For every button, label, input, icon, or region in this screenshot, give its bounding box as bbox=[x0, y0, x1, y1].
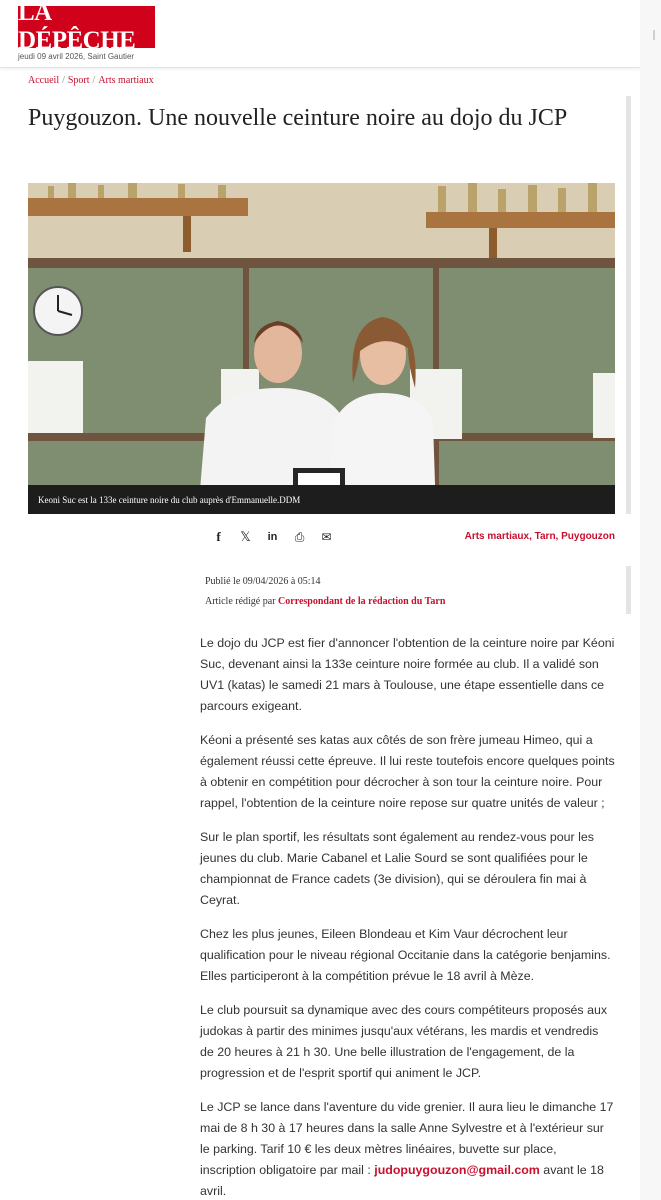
right-scroll-strip bbox=[640, 0, 661, 1200]
print-icon[interactable]: ⎙ bbox=[294, 529, 305, 544]
article-meta bbox=[205, 572, 445, 612]
breadcrumb-arts-martiaux[interactable]: Arts martiaux bbox=[98, 75, 154, 86]
paragraph: Kéoni a présenté ses katas aux côtés de son frère jumeau Himeo, qui a également réussi cette épreuve. Il lui reste toutefois encore quelques points à obtenir en compétition pour décrocher à son tour la ceinture noire. Pour rappel, l'obtention de la ceinture noire repose sur quatre unités de valeur ; bbox=[200, 733, 615, 810]
paragraph: Chez les plus jeunes, Eileen Blondeau et Kim Vaur décrochent leur qualification pour le niveau régional Occitanie dans la catégorie benjamins. Elles participeront à la compétition prévue le 18 avril à Mèze. bbox=[200, 927, 611, 983]
article-photo bbox=[28, 183, 615, 514]
linkedin-icon[interactable]: in bbox=[267, 531, 278, 543]
author-link[interactable]: Correspondant de la rédaction du Tarn bbox=[278, 596, 446, 607]
paragraph-text-end: avant le 18 avril. bbox=[200, 1163, 604, 1198]
sidebar-scroll-track-lower[interactable] bbox=[626, 566, 631, 614]
x-icon[interactable]: 𝕏 bbox=[240, 529, 251, 544]
facebook-icon[interactable]: f bbox=[216, 529, 221, 544]
email-icon[interactable]: ✉ bbox=[321, 530, 332, 544]
dateline: jeudi 09 avril 2026, Saint Gautier bbox=[18, 52, 135, 61]
share-bar bbox=[205, 527, 340, 547]
site-header bbox=[0, 0, 640, 68]
breadcrumb-accueil[interactable]: Accueil bbox=[28, 75, 60, 86]
breadcrumb-separator: / bbox=[92, 75, 96, 86]
published-date: Publié le 09/04/2026 à 05:14 bbox=[205, 576, 321, 587]
email-link[interactable]: judopuygouzon@gmail.com bbox=[374, 1163, 540, 1177]
paragraph-text: Le JCP se lance dans l'aventure du vide grenier. Il aura lieu le dimanche 17 mai de 8 h 30 à 17 heures dans la salle Anne Sylvestre et à l'extérieur sur le parking. Tarif 10 € les deux mètres linéaires, buvette sur place, inscription obligatoire par mail : bbox=[200, 1100, 614, 1177]
sidebar-scroll-track[interactable] bbox=[626, 96, 631, 514]
site-logo[interactable]: LA DÉPÊCHE bbox=[18, 6, 155, 48]
article-title: Puygouzon. Une nouvelle ceinture noire au dojo du JCP bbox=[28, 105, 568, 131]
photo-caption: Keoni Suc est la 133e ceinture noire du club auprès d'Emmanuelle.DDM bbox=[28, 485, 615, 514]
scroll-tick bbox=[653, 30, 655, 40]
author-line bbox=[205, 592, 445, 612]
author-prefix: Article rédigé par bbox=[205, 596, 276, 607]
breadcrumb bbox=[28, 75, 154, 86]
article-body bbox=[200, 633, 615, 1200]
breadcrumb-separator: / bbox=[62, 75, 65, 86]
photo-illustration bbox=[28, 183, 615, 514]
paragraph-last bbox=[200, 1097, 615, 1200]
paragraph: Le dojo du JCP est fier d'annoncer l'obtention de la ceinture noire par Kéoni Suc, devenant ainsi la 133e ceinture noire formée au club. Il a validé son UV1 (katas) le samedi 21 mars à Toulouse, une étape essentielle dans ce parcours exigeant. bbox=[200, 636, 615, 713]
breadcrumb-sport[interactable]: Sport bbox=[67, 75, 90, 86]
paragraph: Sur le plan sportif, les résultats sont également au rendez-vous pour les jeunes du club. Marie Cabanel et Lalie Sourd se sont qualifiées pour le championnat de France cadets (3e division), qui se déroulera fin mai à Ceyrat. bbox=[200, 830, 594, 907]
article-tags[interactable]: Arts martiaux, Tarn, Puygouzon bbox=[464, 531, 615, 542]
paragraph: Le club poursuit sa dynamique avec des cours compétiteurs proposés aux judokas à partir des minimes jusqu'aux vétérans, les mardis et vendredis de 20 heures à 21 h 30. Une belle illustration de l'engagement, de la progression et de l'esprit sportif qui animent le JCP. bbox=[200, 1003, 608, 1080]
